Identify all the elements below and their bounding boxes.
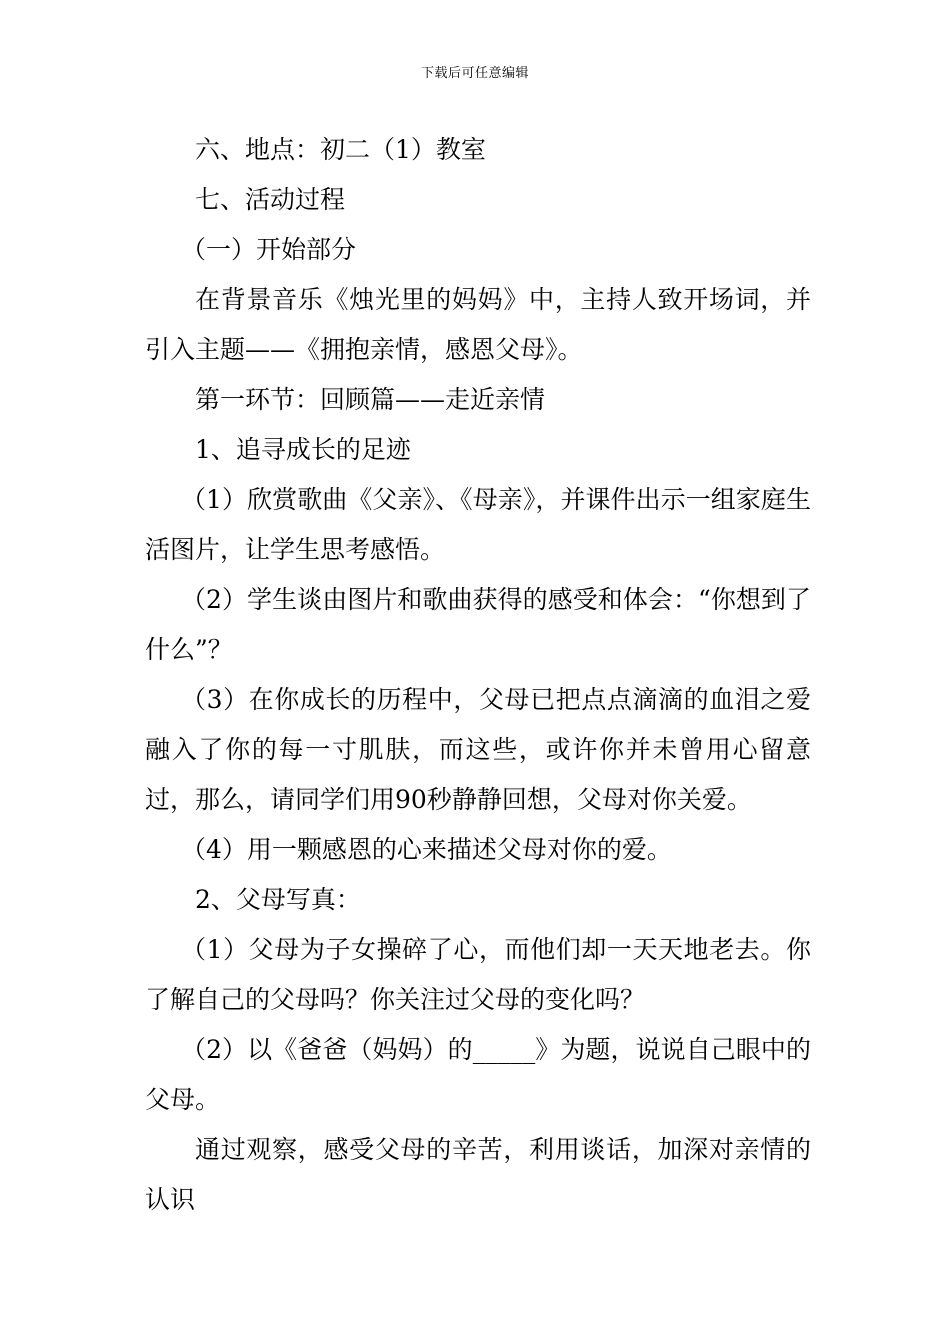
paragraph-first-stage: 第一环节：回顾篇——走近亲情: [195, 385, 546, 414]
paragraph-conclusion: 通过观察，感受父母的辛苦，利用谈话，加深对亲情的认识: [145, 1135, 811, 1214]
document-body: [145, 125, 811, 1225]
paragraph-item-3-reflection: （3）在你成长的历程中，父母已把点点滴滴的血泪之爱融入了你的每一寸肌肤，而这些，或许你并未曾用心留意过，那么，请同学们用90秒静静回想，父母对你关爱。: [145, 685, 811, 814]
paragraph-process-heading: 七、活动过程: [195, 185, 346, 214]
paragraph-background-music: 在背景音乐《烛光里的妈妈》中，主持人致开场词，并引入主题——《拥抱亲情，感恩父母》。: [145, 285, 811, 364]
paragraph-item-2-feelings: （2）学生谈由图片和歌曲获得的感受和体会：“你想到了什么”？: [145, 585, 811, 664]
paragraph-growth-footprints: 1、追寻成长的足迹: [195, 435, 411, 464]
paragraph-item-4-describe: （4）用一颗感恩的心来描述父母对你的爱。: [181, 835, 672, 864]
paragraph-location: 六、地点：初二（1）教室: [195, 135, 486, 164]
paragraph-opening-section: （一）开始部分: [181, 235, 357, 264]
paragraph-portrait-item-2: （2）以《爸爸（妈妈）的_____》为题，说说自己眼中的父母。: [145, 1035, 811, 1114]
paragraph-item-1-songs: （1）欣赏歌曲《父亲》、《母亲》，并课件出示一组家庭生活图片，让学生思考感悟。: [145, 485, 811, 564]
page-header-note: 下载后可任意编辑: [420, 66, 529, 81]
paragraph-parents-portrait: 2、父母写真：: [195, 885, 361, 914]
paragraph-portrait-item-1: （1）父母为子女操碎了心，而他们却一天天地老去。你了解自己的父母吗？你关注过父母的变化吗？: [145, 935, 811, 1014]
